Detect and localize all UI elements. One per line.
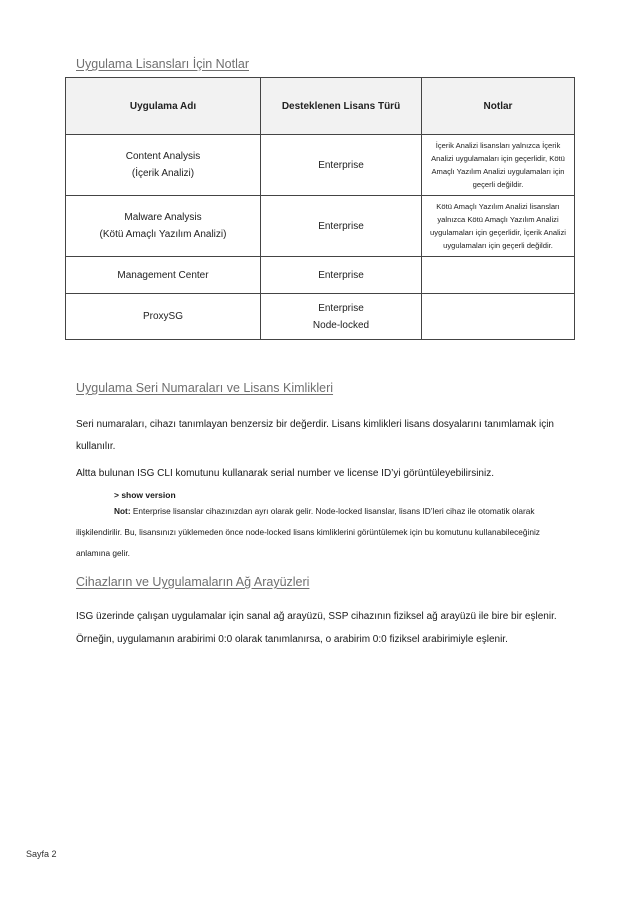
paragraph-serial-description: Seri numaraları, cihazı tanımlayan benzersiz bir değerdir. Lisans kimlikleri lisans dosyalarını tanımlamak için kullanılır. bbox=[76, 419, 554, 452]
table-header-row bbox=[66, 78, 575, 135]
cell-notes: Kötü Amaçlı Yazılım Analizi lisansları yalnızca Kötü Amaçlı Yazılım Analizi uygulamaları için geçerlidir, İçerik Analizi uygulamaları için geçerli değildir. bbox=[422, 196, 575, 257]
cli-command: > show version bbox=[114, 490, 176, 500]
note-label: Not: bbox=[114, 506, 131, 516]
license-type-line: Enterprise bbox=[318, 220, 364, 232]
note-text: Enterprise lisanslar cihazınızdan ayrı olarak gelir. Node-locked lisanslar, lisans ID’leri cihaz ile otomatik olarak ilişkilendirilir. Bu, lisansınızı yüklemeden önce node-locked lisans kimliklerini görüntülemek için bu komutunu kullanabileceğiniz anlamına gelir. bbox=[76, 506, 540, 558]
cell-app-name bbox=[66, 257, 261, 294]
license-type-line: Enterprise bbox=[318, 269, 364, 281]
table-row bbox=[66, 135, 575, 196]
column-header-app-name: Uygulama Adı bbox=[66, 78, 261, 135]
cell-license-type bbox=[261, 196, 422, 257]
app-name-line: ProxySG bbox=[142, 311, 183, 322]
cell-notes bbox=[422, 294, 575, 340]
section-heading-network-interfaces: Cihazların ve Uygulamaların Ağ Arayüzleri bbox=[76, 575, 310, 589]
cell-license-type bbox=[261, 135, 422, 196]
cell-license-type bbox=[261, 257, 422, 294]
license-table bbox=[65, 77, 575, 340]
section-heading-license-notes: Uygulama Lisansları İçin Notlar bbox=[76, 57, 249, 71]
table-row bbox=[66, 294, 575, 340]
cell-app-name bbox=[66, 196, 261, 257]
column-header-license-type: Desteklenen Lisans Türü bbox=[261, 78, 422, 135]
app-name-line: Management Center bbox=[117, 269, 209, 281]
table-row bbox=[66, 196, 575, 257]
cell-app-name bbox=[66, 135, 261, 196]
app-name-line: Malware Analysis bbox=[124, 212, 202, 223]
cell-license-type bbox=[261, 294, 422, 340]
cell-notes bbox=[422, 257, 575, 294]
table-row bbox=[66, 257, 575, 294]
paragraph-network-example: Örneğin, uygulamanın arabirimi 0:0 olarak tanımlanırsa, o arabirim 0:0 fiziksel arabirimiyle eşlenir. bbox=[76, 634, 508, 645]
column-header-notes: Notlar bbox=[422, 78, 575, 135]
cell-notes: İçerik Analizi lisansları yalnızca İçerik Analizi uygulamaları için geçerlidir, Kötü Amaçlı Yazılım Analizi uygulamaları için geçerli değildir. bbox=[422, 135, 575, 196]
app-name-line: (İçerik Analizi) bbox=[131, 168, 195, 179]
cell-app-name bbox=[66, 294, 261, 340]
section-heading-serial-numbers: Uygulama Seri Numaraları ve Lisans Kimlikleri bbox=[76, 381, 334, 395]
license-type-line: Node-locked bbox=[312, 319, 370, 331]
page-number: Sayfa 2 bbox=[26, 849, 57, 859]
app-name-line: (Kötü Amaçlı Yazılım Analizi) bbox=[99, 229, 227, 240]
paragraph-cli-instruction: Altta bulunan ISG CLI komutunu kullanarak serial number ve license ID’yi görüntüleyebilirsiniz. bbox=[76, 468, 494, 479]
license-type-line: Enterprise bbox=[318, 302, 364, 314]
app-name-line: Content Analysis bbox=[125, 151, 201, 162]
note-paragraph bbox=[76, 501, 568, 564]
license-type-line: Enterprise bbox=[318, 159, 364, 171]
paragraph-network-mapping: ISG üzerinde çalışan uygulamalar için sanal ağ arayüzü, SSP cihazının fiziksel ağ arayüzü ile bire bir eşlenir. bbox=[76, 611, 557, 622]
